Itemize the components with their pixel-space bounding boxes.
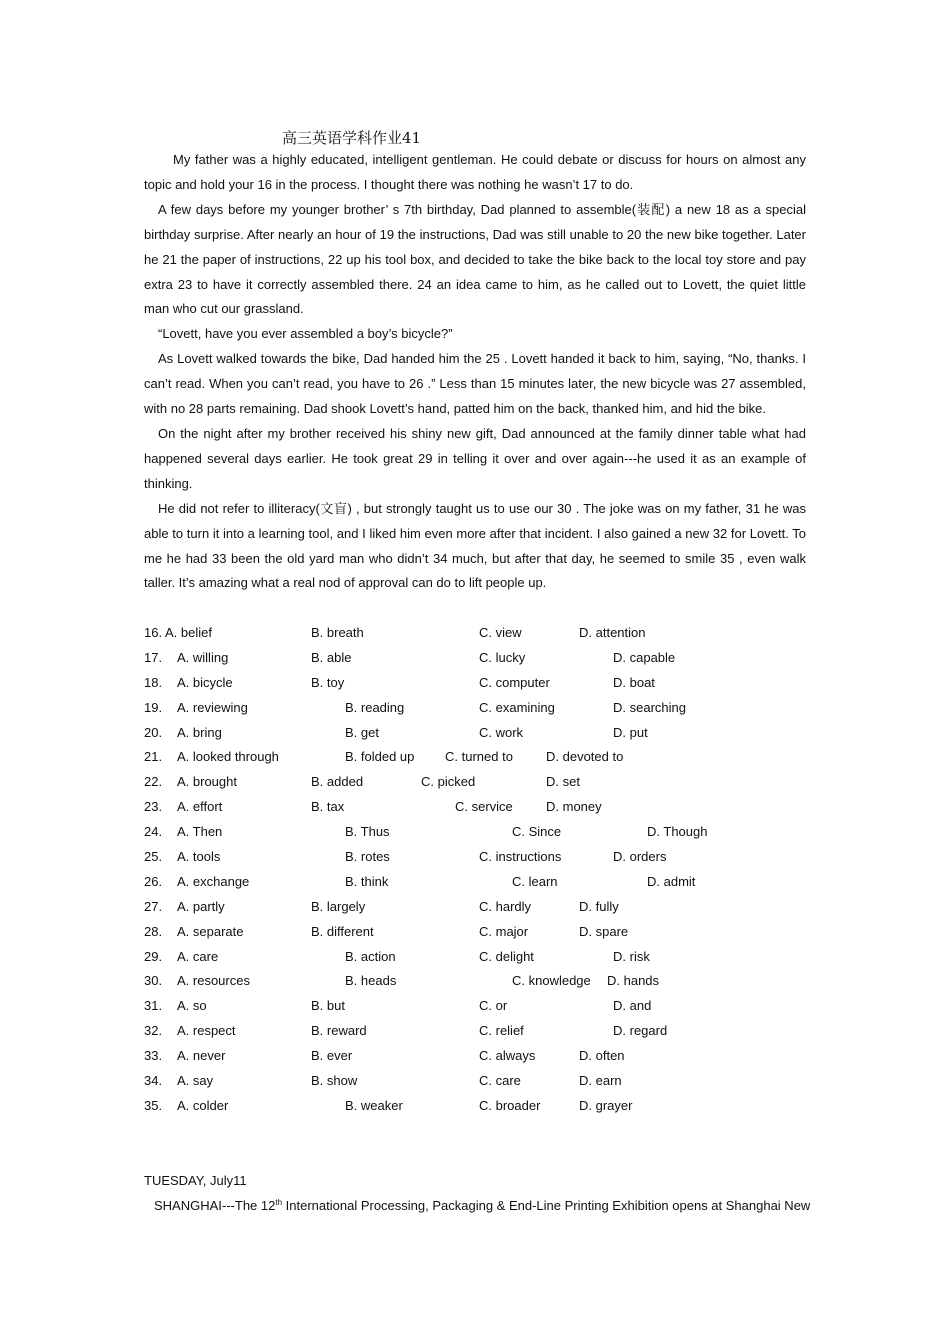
option-number: 22. bbox=[144, 774, 163, 790]
option-a: A. Then bbox=[177, 824, 223, 840]
option-b: B. rotes bbox=[345, 849, 390, 865]
option-c: C. picked bbox=[421, 774, 476, 790]
option-row bbox=[144, 820, 806, 845]
option-row bbox=[144, 671, 806, 696]
option-a: A. respect bbox=[177, 1023, 236, 1039]
option-b: B. largely bbox=[311, 898, 366, 914]
option-a: A. so bbox=[177, 998, 207, 1014]
option-d: D. admit bbox=[647, 873, 696, 889]
option-row bbox=[144, 770, 806, 795]
option-row bbox=[144, 795, 806, 820]
option-c: C. Since bbox=[512, 824, 562, 840]
option-b: B. able bbox=[311, 649, 352, 665]
option-b: B. breath bbox=[311, 625, 364, 640]
answer-options bbox=[144, 621, 806, 1119]
option-c: C. computer bbox=[479, 674, 550, 690]
option-a: A. willing bbox=[177, 649, 229, 665]
option-c: C. knowledge bbox=[512, 973, 591, 989]
option-a: A. reviewing bbox=[177, 699, 248, 715]
option-number: 25. bbox=[144, 849, 163, 865]
option-b: B. get bbox=[345, 724, 379, 740]
option-d: D. Though bbox=[647, 824, 708, 840]
option-d: D. boat bbox=[613, 674, 655, 690]
option-b: B. show bbox=[311, 1073, 358, 1089]
option-number: 28. bbox=[144, 923, 163, 939]
option-d: D. grayer bbox=[579, 1097, 633, 1113]
news-date: TUESDAY, July11 bbox=[144, 1173, 247, 1188]
option-b: B. reward bbox=[311, 1023, 367, 1039]
passage-paragraph: As Lovett walked towards the bike, Dad handed him the 25 . Lovett handed it back to him, saying, “No, thanks. I can’t read. When you can’t read, you have to 26 .” Less than 15 minutes later, the new bicycle was 27 assembled, with no 28 parts remaining. Dad shook Lovett’s hand, patted him on the back, thanked him, and hid the bike. bbox=[144, 351, 806, 417]
option-d: D. devoted to bbox=[546, 749, 624, 765]
option-a: A. tools bbox=[177, 849, 221, 865]
option-c: C. examining bbox=[479, 699, 555, 715]
option-a: A. colder bbox=[177, 1097, 229, 1113]
option-number: 24. bbox=[144, 824, 163, 840]
option-a: A. never bbox=[177, 1048, 226, 1064]
option-row bbox=[144, 1094, 806, 1119]
option-c: C. care bbox=[479, 1073, 521, 1089]
option-row bbox=[144, 1069, 806, 1094]
option-a: A. effort bbox=[177, 799, 223, 815]
option-c: C. always bbox=[479, 1048, 536, 1064]
option-number: 27. bbox=[144, 898, 163, 914]
option-row bbox=[144, 895, 806, 920]
option-number: 31. bbox=[144, 998, 163, 1014]
passage-paragraph: On the night after my brother received his shiny new gift, Dad announced at the family dinner table what had happened several days earlier. He took great 29 in telling it over and over again---he used it as an example of thinking. bbox=[144, 425, 806, 491]
option-number: 20. bbox=[144, 724, 163, 740]
option-d: D. earn bbox=[579, 1073, 622, 1089]
option-row bbox=[144, 621, 806, 646]
option-b: B. ever bbox=[311, 1048, 353, 1064]
option-c: C. lucky bbox=[479, 649, 526, 665]
news-text-end: International Processing, Packaging & End-Line Printing Exhibition opens at Shanghai New bbox=[282, 1198, 811, 1213]
option-c: C. major bbox=[479, 923, 529, 939]
option-b: B. folded up bbox=[345, 749, 415, 765]
option-b: B. tax bbox=[311, 799, 345, 815]
option-d: D. searching bbox=[613, 699, 686, 715]
news-line bbox=[144, 1194, 811, 1219]
option-row bbox=[144, 745, 806, 770]
option-d: D. attention bbox=[579, 625, 646, 640]
option-row bbox=[144, 945, 806, 970]
option-number: 34. bbox=[144, 1073, 163, 1089]
option-b: B. heads bbox=[345, 973, 397, 989]
option-c: C. work bbox=[479, 724, 524, 740]
option-d: D. and bbox=[613, 998, 652, 1014]
option-c: C. delight bbox=[479, 948, 534, 964]
option-c: C. turned to bbox=[445, 749, 513, 765]
passage-paragraph: A few days before my younger brother’ s 7th birthday, Dad planned to assemble(装配) a new 18 as a special birthday surprise. After nearly an hour of 19 the instructions, Dad was still unable to 20 the new bike together. Later he 21 the paper of instructions, 22 up his tool box, and decided to take the bike back to the local toy store and pay extra 23 to have it correctly assembled there. 24 an idea came to him, as he called out to Lovett, the quiet little man who cut our grassland. bbox=[144, 201, 806, 317]
option-d: D. fully bbox=[579, 898, 619, 914]
option-b: B. toy bbox=[311, 674, 345, 690]
passage-paragraph: He did not refer to illiteracy(文盲) , but strongly taught us to use our 30 . The joke was on my father, 31 he was able to turn it into a learning tool, and I liked him even more after that incident. I also gained a new 32 for Lovett. To me he had 33 been the old yard man who didn’t 34 much, but after that day, he seemed to smile 35 , even walk taller. It’s amazing what a real nod of approval can do to lift people up. bbox=[144, 500, 806, 591]
option-d: D. capable bbox=[613, 649, 676, 665]
option-number: 18. bbox=[144, 674, 163, 690]
option-c: C. instructions bbox=[479, 849, 562, 865]
option-c: C. learn bbox=[512, 873, 558, 889]
option-a: A. bicycle bbox=[177, 674, 233, 690]
option-number: 17. bbox=[144, 649, 163, 665]
option-b: B. weaker bbox=[345, 1097, 403, 1113]
option-a: A. looked through bbox=[177, 749, 279, 765]
option-b: B. Thus bbox=[345, 824, 390, 840]
option-d: D. hands bbox=[607, 973, 660, 989]
news-superscript: th bbox=[275, 1198, 283, 1207]
option-a: A. say bbox=[177, 1073, 214, 1089]
option-number: 21. bbox=[144, 749, 163, 765]
option-row bbox=[144, 721, 806, 746]
option-row bbox=[144, 1019, 806, 1044]
option-number: 19. bbox=[144, 699, 163, 715]
option-row bbox=[144, 994, 806, 1019]
option-row bbox=[144, 969, 806, 994]
option-d: D. often bbox=[579, 1048, 625, 1064]
option-c: C. view bbox=[479, 625, 522, 640]
option-c: C. broader bbox=[479, 1097, 541, 1113]
option-d: D. risk bbox=[613, 948, 650, 964]
option-d: D. orders bbox=[613, 849, 667, 865]
option-c: C. hardly bbox=[479, 898, 532, 914]
option-d: D. put bbox=[613, 724, 648, 740]
option-a: A. separate bbox=[177, 923, 244, 939]
option-number: 29. bbox=[144, 948, 163, 964]
option-d: D. money bbox=[546, 799, 602, 815]
option-b: B. reading bbox=[345, 699, 405, 715]
option-b: B. different bbox=[311, 923, 374, 939]
option-number: 16. A. belief bbox=[144, 625, 212, 640]
passage-paragraph: “Lovett, have you ever assembled a boy’s bicycle?” bbox=[158, 326, 453, 342]
option-number: 33. bbox=[144, 1048, 163, 1064]
option-d: D. regard bbox=[613, 1023, 668, 1039]
option-a: A. brought bbox=[177, 774, 237, 790]
option-b: B. but bbox=[311, 998, 345, 1014]
option-b: B. action bbox=[345, 948, 396, 964]
option-a: A. exchange bbox=[177, 873, 250, 889]
option-d: D. set bbox=[546, 774, 580, 790]
option-b: B. think bbox=[345, 873, 389, 889]
option-a: A. partly bbox=[177, 898, 225, 914]
option-b: B. added bbox=[311, 774, 364, 790]
option-c: C. or bbox=[479, 998, 508, 1014]
option-row bbox=[144, 1044, 806, 1069]
option-c: C. relief bbox=[479, 1023, 524, 1039]
option-a: A. resources bbox=[177, 973, 250, 989]
option-row bbox=[144, 920, 806, 945]
option-c: C. service bbox=[455, 799, 513, 815]
passage-paragraph: My father was a highly educated, intelligent gentleman. He could debate or discuss for hours on almost any topic and hold your 16 in the process. I thought there was nothing he wasn’t 17 to do. bbox=[144, 152, 806, 192]
option-row bbox=[144, 870, 806, 895]
option-a: A. bring bbox=[177, 724, 222, 740]
option-row bbox=[144, 646, 806, 671]
page-title: 高三英语学科作业41 bbox=[282, 129, 422, 147]
option-number: 23. bbox=[144, 799, 163, 815]
option-row bbox=[144, 845, 806, 870]
option-number: 35. bbox=[144, 1097, 163, 1113]
option-row bbox=[144, 696, 806, 721]
option-number: 26. bbox=[144, 873, 163, 889]
cloze-passage bbox=[144, 148, 806, 596]
option-d: D. spare bbox=[579, 923, 629, 939]
option-number: 30. bbox=[144, 973, 163, 989]
news-text-start: SHANGHAI---The 12 bbox=[154, 1198, 276, 1213]
option-number: 32. bbox=[144, 1023, 163, 1039]
option-a: A. care bbox=[177, 948, 219, 964]
